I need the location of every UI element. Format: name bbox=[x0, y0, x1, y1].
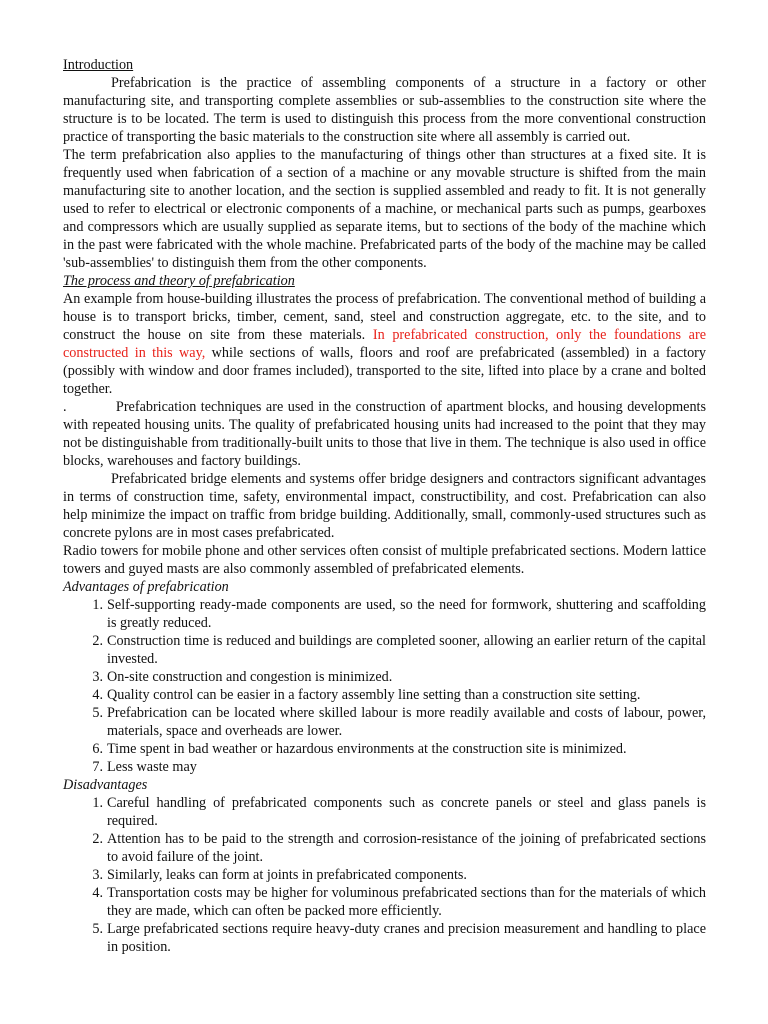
list-item bbox=[92, 596, 706, 632]
process-p1-before: An example from house-building illustrates the process of prefabrication. The conventional method of building a house is to transport bricks, timber, cement, sand, steel and construction aggregate, etc. to the site, and to construct the house on site from these materials. bbox=[63, 291, 706, 343]
list-item bbox=[92, 884, 706, 920]
list-item bbox=[92, 740, 706, 758]
list-item-number: 3. bbox=[92, 669, 103, 685]
process-paragraph-2: . Prefabrication techniques are used in the construction of apartment blocks, and housing developments with repeated housing units. The quality of prefabricated housing units had increased to the point that they may not be distinguishable from traditionally-built units to those that live in them. The technique is also used in office blocks, warehouses and factory buildings. bbox=[63, 399, 706, 469]
process-p1-highlight: In prefabricated construction, only the foundations are constructed in this way, bbox=[63, 327, 706, 361]
list-item-text: Less waste may bbox=[107, 759, 197, 775]
list-item bbox=[92, 794, 706, 830]
list-item-number: 1. bbox=[92, 795, 103, 811]
list-item-number: 2. bbox=[92, 831, 103, 847]
list-item-text: Attention has to be paid to the strength and corrosion-resistance of the joining of prefabricated sections to avoid failure of the joint. bbox=[107, 831, 706, 865]
list-item-text: Careful handling of prefabricated components such as concrete panels or steel and glass panels is required. bbox=[107, 795, 706, 829]
list-item-text: Quality control can be easier in a factory assembly line setting than a construction site setting. bbox=[107, 687, 641, 703]
list-item-text: On-site construction and congestion is minimized. bbox=[107, 669, 393, 685]
list-item-number: 2. bbox=[92, 633, 103, 649]
list-item-text: Self-supporting ready-made components are used, so the need for formwork, shuttering and scaffolding is greatly reduced. bbox=[107, 597, 706, 631]
list-item-text: Large prefabricated sections require heavy-duty cranes and precision measurement and handling to place in position. bbox=[107, 921, 706, 955]
list-item-number: 3. bbox=[92, 867, 103, 883]
list-item-number: 4. bbox=[92, 687, 103, 703]
list-item-text: Similarly, leaks can form at joints in prefabricated components. bbox=[107, 867, 467, 883]
disadvantages-list bbox=[63, 794, 706, 956]
list-item-number: 1. bbox=[92, 597, 103, 613]
list-item-text: Prefabrication can be located where skilled labour is more readily available and costs of labour, power, materials, space and overheads are lower. bbox=[107, 705, 706, 739]
list-item bbox=[92, 866, 706, 884]
intro-paragraph-1: Prefabrication is the practice of assembling components of a structure in a factory or other manufacturing site, and transporting complete assemblies or sub-assemblies to the construction site where the structure is to be located. The term is used to distinguish this process from the more conventional construction practice of transporting the basic materials to the construction site where all assembly is carried out. bbox=[63, 75, 706, 145]
advantages-list bbox=[63, 596, 706, 776]
process-heading: The process and theory of prefabrication bbox=[63, 273, 295, 289]
disadvantages-heading: Disadvantages bbox=[63, 777, 148, 793]
list-item bbox=[92, 920, 706, 956]
list-item bbox=[92, 704, 706, 740]
list-item-text: Time spent in bad weather or hazardous environments at the construction site is minimized. bbox=[107, 741, 627, 757]
process-paragraph-4: Radio towers for mobile phone and other services often consist of multiple prefabricated sections. Modern lattice towers and guyed masts are also commonly assembled of prefabricated elements. bbox=[63, 543, 706, 577]
advantages-heading: Advantages of prefabrication bbox=[63, 579, 229, 595]
intro-paragraph-2: The term prefabrication also applies to the manufacturing of things other than structures at a fixed site. It is frequently used when fabrication of a section of a machine or any movable structure is shifted from the main manufacturing site to another location, and the section is supplied assembled and ready to fit. It is not generally used to refer to electrical or electronic components of a machine, or mechanical parts such as pumps, gearboxes and compressors which are usually supplied as separate items, but to sections of the body of the machine which in the past were fabricated with the whole machine. Prefabricated parts of the body of the machine may be called 'sub-assemblies' to distinguish them from the other components. bbox=[63, 147, 706, 271]
list-item bbox=[92, 668, 706, 686]
list-item-number: 6. bbox=[92, 741, 103, 757]
list-item bbox=[92, 758, 706, 776]
process-paragraph-1 bbox=[63, 290, 706, 398]
list-item bbox=[92, 830, 706, 866]
list-item-number: 7. bbox=[92, 759, 103, 775]
list-item-text: Construction time is reduced and buildings are completed sooner, allowing an earlier return of the capital invested. bbox=[107, 633, 706, 667]
list-item bbox=[92, 632, 706, 668]
list-item-number: 5. bbox=[92, 921, 103, 937]
list-item-number: 4. bbox=[92, 885, 103, 901]
process-paragraph-3: Prefabricated bridge elements and systems offer bridge designers and contractors significant advantages in terms of construction time, safety, environmental impact, constructibility, and cost. Prefabrication can also help minimize the impact on traffic from bridge building. Additionally, small, commonly-used structures such as concrete pylons are in most cases prefabricated. bbox=[63, 471, 706, 541]
introduction-heading: Introduction bbox=[63, 57, 134, 73]
list-item bbox=[92, 686, 706, 704]
process-p1-after: while sections of walls, floors and roof are prefabricated (assembled) in a factory (possibly with window and door frames included), transported to the site, lifted into place by a crane and bolted together. bbox=[63, 345, 706, 397]
list-item-text: Transportation costs may be higher for voluminous prefabricated sections than for the materials of which they are made, which can often be packed more efficiently. bbox=[107, 885, 706, 919]
list-item-number: 5. bbox=[92, 705, 103, 721]
